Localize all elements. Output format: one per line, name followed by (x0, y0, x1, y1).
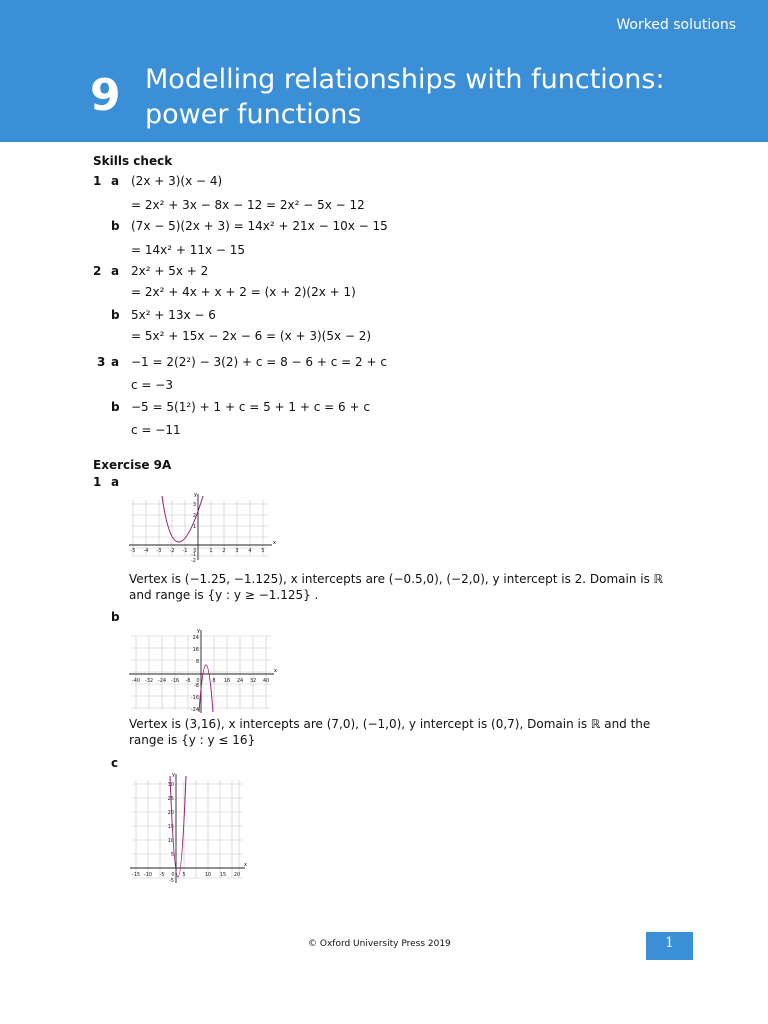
q3a-line1: −1 = 2(2²) − 3(2) + c = 8 − 6 + c = 2 + c (131, 355, 387, 369)
ex-q1b-text-line1: Vertex is (3,16), x intercepts are (7,0), (−1,0), y intercept is (0,7), Domain is ℝ and the (129, 717, 651, 731)
chapter-number: 9 (90, 70, 121, 121)
graph-c-y-tick: 25 (167, 796, 174, 802)
graph-b-x-tick: -16 (170, 678, 180, 684)
graph-a-y-tick: -1 (191, 552, 196, 558)
graph-a-x-tick: 5 (261, 548, 265, 554)
q2-number: 2 (93, 264, 102, 278)
q1-number: 1 (93, 174, 102, 188)
graph-c-y-tick: 15 (167, 824, 174, 830)
graph-b-x-tick: 16 (223, 678, 231, 684)
graph-a-y-tick: 2 (192, 513, 196, 519)
graph-c-x-tick: 0 (171, 872, 175, 878)
graph-c-x-tick: -10 (143, 872, 153, 878)
graph-a-x-tick: -3 (156, 548, 162, 554)
graph-c-x-axis-label: x (244, 862, 247, 868)
chapter-header (0, 0, 768, 142)
q3b-label: b (111, 400, 120, 414)
graph-b (126, 626, 280, 714)
graph-b-x-tick: 24 (236, 678, 244, 684)
chapter-title-line1: Modelling relationships with functions: (145, 64, 665, 95)
graph-a-y-tick: 3 (192, 502, 196, 508)
graph-a-x-tick: 0 (193, 548, 197, 554)
worked-solutions-label: Worked solutions (616, 17, 736, 33)
graph-a-x-axis-label: x (273, 540, 276, 546)
graph-b-x-tick: -8 (185, 678, 191, 684)
page-number: 1 (646, 932, 693, 960)
graph-c (126, 770, 250, 886)
ex-q1a-label: a (111, 475, 120, 489)
graph-b-x-axis-label: x (274, 668, 277, 674)
q1a-line1: (2x + 3)(x − 4) (131, 174, 223, 188)
graph-b-x-tick: -24 (157, 678, 167, 684)
graph-a-y-tick: 1 (192, 524, 196, 530)
q3a-line2: c = −3 (131, 378, 173, 392)
q1b-line2: = 14x² + 11x − 15 (131, 243, 246, 257)
q2a-label: a (111, 264, 120, 278)
chapter-title (145, 62, 665, 132)
q3b-line1: −5 = 5(1²) + 1 + c = 5 + 1 + c = 6 + c (131, 400, 370, 414)
graph-b-x-tick: 32 (249, 678, 257, 684)
graph-b-x-tick: -40 (131, 678, 141, 684)
ex-q1a-text-line2: and range is {y : y ≥ −1.125} . (129, 588, 319, 602)
q3-number: 3 (97, 355, 106, 369)
q1b-label: b (111, 219, 120, 233)
graph-c-y-tick: 30 (167, 782, 174, 788)
graph-a-x-tick: 4 (248, 548, 252, 554)
graph-b-x-tick: 40 (262, 678, 270, 684)
q2b-label: b (111, 308, 120, 322)
graph-b-y-tick: -16 (190, 695, 199, 701)
graph-a-x-tick: -1 (182, 548, 188, 554)
graph-c-y-tick: 10 (167, 838, 174, 844)
q2b-line1: 5x² + 13x − 6 (131, 308, 216, 322)
graph-a-x-tick: 2 (222, 548, 226, 554)
graph-c-y-tick: 20 (167, 810, 174, 816)
graph-c-x-tick: 5 (182, 872, 186, 878)
skills-check-heading: Skills check (93, 154, 173, 168)
graph-a-x-tick: 3 (235, 548, 239, 554)
ex-q1b-label: b (111, 610, 120, 624)
graph-c-y-tick: -5 (169, 878, 174, 884)
exercise-heading: Exercise 9A (93, 458, 172, 472)
copyright-footer: © Oxford University Press 2019 (308, 939, 451, 949)
graph-b-x-tick: -32 (144, 678, 154, 684)
graph-c-curve (167, 776, 186, 877)
graph-c-x-tick: 20 (233, 872, 241, 878)
ex-q1b-text (129, 716, 689, 748)
graph-b-y-tick: 16 (192, 647, 199, 653)
ex-q1-number: 1 (93, 475, 102, 489)
graph-c-x-tick: -5 (159, 872, 165, 878)
graph-b-y-tick: 24 (192, 635, 199, 641)
graph-a (126, 490, 280, 566)
graph-b-y-tick: -24 (190, 707, 199, 713)
ex-q1c-label: c (111, 756, 119, 770)
graph-c-y-axis-label: y (172, 772, 175, 778)
q1a-line2: = 2x² + 3x − 8x − 12 = 2x² − 5x − 12 (131, 198, 365, 212)
q2a-line1: 2x² + 5x + 2 (131, 264, 209, 278)
q2a-line2: = 2x² + 4x + x + 2 = (x + 2)(2x + 1) (131, 285, 356, 299)
graph-a-x-tick: -5 (130, 548, 136, 554)
graph-a-x-tick: 1 (209, 548, 213, 554)
graph-a-y-axis-label: y (194, 492, 197, 498)
graph-b-x-tick: 8 (212, 678, 216, 684)
graph-b-y-tick: -8 (194, 683, 199, 689)
graph-b-y-axis-label: y (197, 628, 200, 634)
graph-a-x-tick: -2 (169, 548, 175, 554)
q1a-label: a (111, 174, 120, 188)
chapter-title-line2: power functions (145, 99, 362, 130)
graph-c-x-tick: -15 (131, 872, 141, 878)
graph-a-x-tick: -4 (143, 548, 149, 554)
ex-q1a-text-line1: Vertex is (−1.25, −1.125), x intercepts are (−0.5,0), (−2,0), y intercept is 2. Domain is ℝ (129, 572, 664, 586)
graph-c-x-tick: 10 (204, 872, 212, 878)
ex-q1b-text-line2: range is {y : y ≤ 16} (129, 733, 256, 747)
q2b-line2: = 5x² + 15x − 2x − 6 = (x + 3)(5x − 2) (131, 329, 372, 343)
q3b-line2: c = −11 (131, 423, 181, 437)
q3a-label: a (111, 355, 120, 369)
q1b-line1: (7x − 5)(2x + 3) = 14x² + 21x − 10x − 15 (131, 219, 388, 233)
graph-c-x-tick: 15 (219, 872, 227, 878)
graph-a-y-tick: -2 (191, 558, 196, 564)
graph-b-x-tick: 0 (196, 678, 200, 684)
graph-c-y-tick: 5 (170, 852, 174, 858)
graph-b-y-tick: 8 (195, 659, 199, 665)
graph-a-curve (162, 496, 203, 542)
ex-q1a-text (129, 571, 689, 603)
